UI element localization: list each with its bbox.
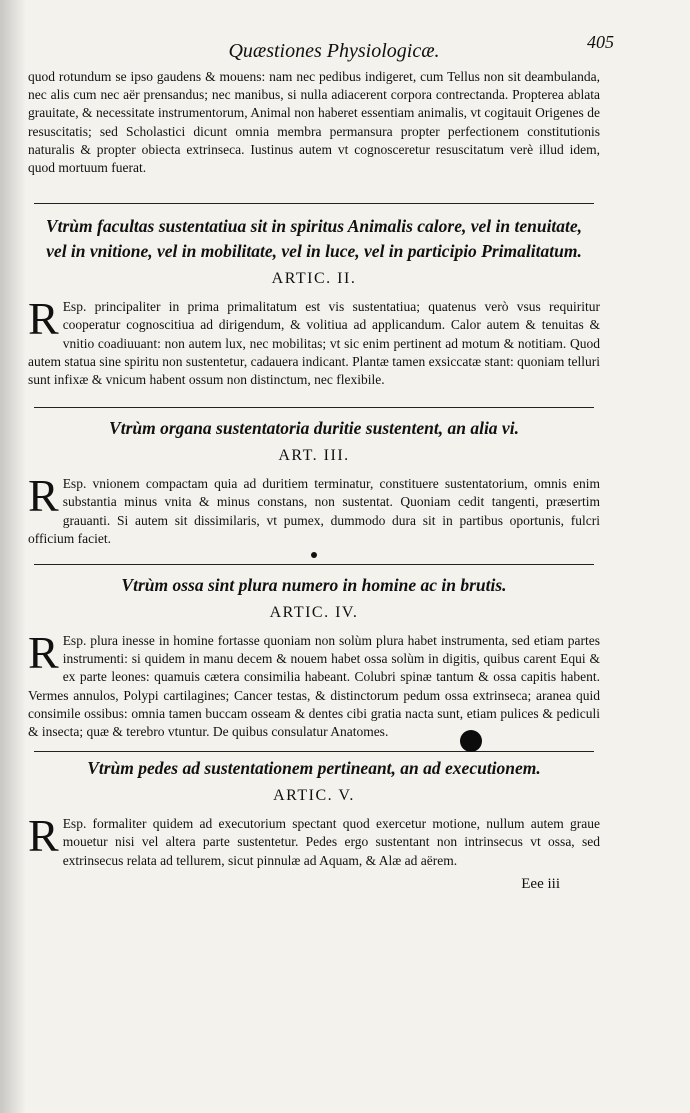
question-heading: Vtrùm ossa sint plura numero in homine ac in brutis.	[121, 575, 507, 596]
answer-paragraph	[28, 470, 600, 548]
page-header	[28, 32, 614, 68]
drop-cap: R	[28, 810, 59, 862]
answer-paragraph	[28, 293, 600, 389]
article-heading: ART. III.	[278, 447, 350, 465]
binding-shadow	[0, 0, 26, 1113]
drop-cap: R	[28, 470, 59, 522]
running-head: Quæstiones Physiologicæ.	[228, 40, 440, 62]
answer-text: Esp. vnionem compactam quia ad duritiem terminatur, constituere sustentatorium, omnis enim substantia minus vnita & minus constans, non sustentat. Quoniam cedit tangenti, præsertim grauanti. Si autem sit dissimilaris, vt pumex, dummodo dura sit in partibus oportunis, fulcri officium faciet.	[28, 476, 600, 546]
drop-cap: R	[28, 293, 59, 345]
article-heading: ARTIC. IV.	[269, 604, 359, 622]
question-heading: Vtrùm pedes ad sustentationem pertineant, an ad executionem.	[87, 758, 541, 779]
question-heading: Vtrùm organa sustentatoria duritie sustentent, an alia vi.	[109, 418, 519, 439]
answer-paragraph	[28, 810, 600, 870]
answer-text: Esp. principaliter in prima primalitatum est vis sustentatiua; quatenus verò vsus requiritur cooperatur cognoscitiua ad dirigendum, & volitiua ad applicandum. Calor autem & tenuitas & vnitio coadiuuant: non autem lux, nec mobilitas; vt sic enim pertinent ad motum & notitiam. Quod autem statua sine spiritu non sustentetur, cadauera indicant. Plantæ tamen exsiccatæ stant: quoniam telluri sunt infixæ & vnicum habent ossum non distinctum, nec flexibile.	[28, 299, 600, 388]
article-heading: ARTIC. V.	[273, 787, 355, 805]
page-number: 405	[587, 32, 614, 52]
answer-text: Esp. plura inesse in homine fortasse quoniam non solùm plura habet instrumenta, sed etiam partes instrumenti: si quidem in manu decem & nouem habet ossa solùm in digitis, quibus carent Equi & ex parte leones: quamuis cætera consimilia habeant. Colubri spinæ tantum & ossa capitis habent. Vermes annulos, Polypi cartilagines; Cancer testas, & distinctorum pedum ossa extrinseca; aranea quid consimile ossibus: omnia tamen buccam osseam & dentes cibi gratia nacta sunt, etiam pulices & pediculi & insecta; quæ & terebro vtuntur. De quibus consulatur Anatomes.	[28, 633, 600, 740]
answer-paragraph	[28, 627, 600, 741]
catchword: Eee iii	[521, 875, 560, 892]
page	[28, 32, 614, 893]
drop-cap: R	[28, 627, 59, 679]
ink-blot	[460, 730, 482, 752]
continuation-paragraph: quod rotundum se ipso gaudens & mouens: nam nec pedibus indigeret, cum Tellus non sit deambulanda, nec alis cum nec aër prensandus; nec manibus, si nulla adiacerent corpora contrectanda. Propterea ablata grauitate, & necessitate instrumentorum, Animal non haberet essentiam animalis, vt cogitauit Origenes de resuscitatis; sed Scholastici dicunt omnia membra permansura propter perfectionem constitutionis naturalis & propter obiecta extrinseca. Iustinus autem vt cognosceretur resuscitatum verè illud idem, quod mortuum fuerat.	[28, 69, 600, 176]
question-heading: Vtrùm facultas sustentatiua sit in spiritus Animalis calore, vel in tenuitate, vel in vnitione, vel in mobilitate, vel in luce, vel in participio Primalitatum.	[45, 216, 583, 262]
article-heading: ARTIC. II.	[271, 270, 357, 288]
answer-text: Esp. formaliter quidem ad executorium spectant quod exercetur motione, nullum autem graue mouetur nisi vel altera parte sustentetur. Pedes ergo sustentant non intrinsecus vt ossa, sed extrinsecus relata ad tellurem, sicut pinnulæ ad Aquam, & Alæ ad aërem.	[62, 816, 600, 868]
